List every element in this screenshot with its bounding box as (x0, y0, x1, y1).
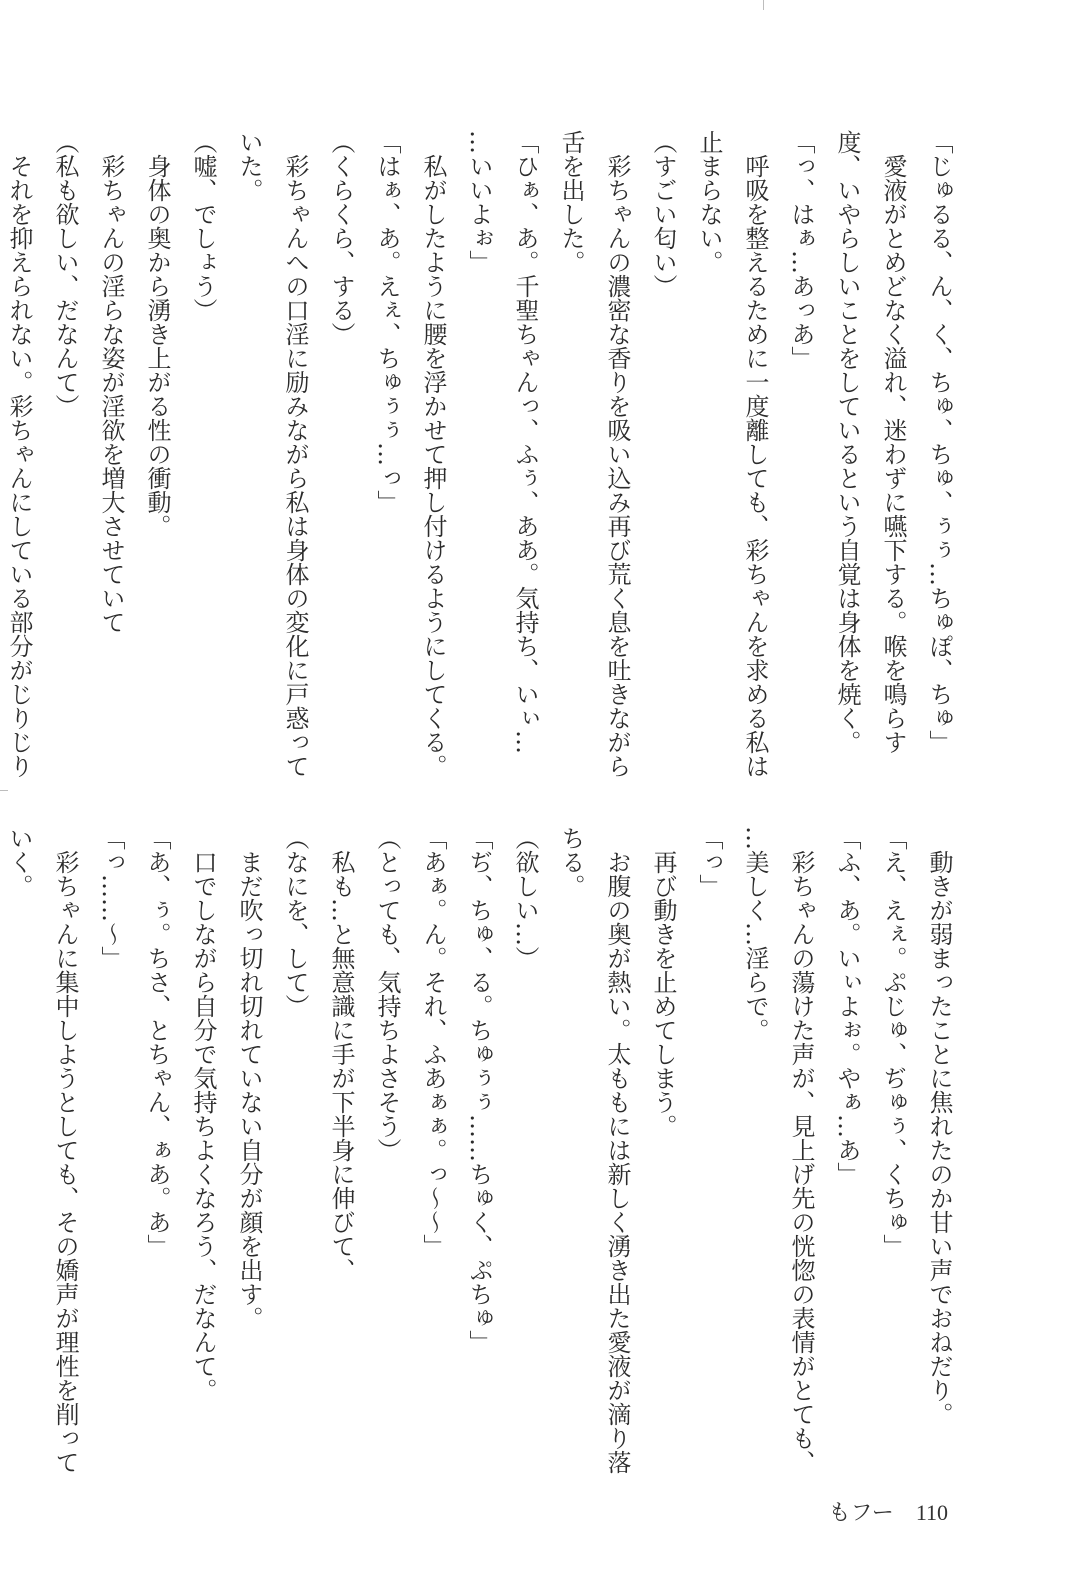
text-line: 舌を出した。 (557, 130, 585, 274)
text-line: 彩ちゃんの淫らな姿が淫欲を増大させていて (97, 130, 125, 634)
crop-mark-top (763, 0, 764, 10)
text-line: 度、いやらしいことをしているという自覚は身体を焼く。 (833, 130, 861, 754)
text-line: 口でしながら自分で気持ちよくなろう、だなんて。 (189, 826, 217, 1402)
text-line: 「はぁ、あ。えぇ、ちゅぅぅ…っ」 (373, 130, 401, 514)
text-line: 「っ……〜」 (97, 826, 125, 970)
text-line: （くらくら、する） (327, 130, 355, 346)
text-line: ちる。 (557, 826, 585, 898)
text-line: 彩ちゃんの蕩けた声が、見上げ先の恍惚の表情がとても、 (787, 826, 815, 1474)
crop-mark-left (0, 790, 8, 791)
text-line: 「じゅるる、ん、く、ちゅ、ちゅ、ぅぅ…ちゅぽ、ちゅ」 (925, 130, 953, 754)
text-line: いた。 (235, 130, 263, 202)
text-line: （とっても、気持ちよさそう） (373, 826, 401, 1162)
page-footer (828, 1496, 948, 1527)
text-line: 「あ、ぅ。ちさ、とちゃん、ぁあ。あ」 (143, 826, 171, 1258)
text-line: 彩ちゃんの濃密な香りを吸い込み再び荒く息を吐きながら (603, 130, 631, 778)
text-line: 彩ちゃんに集中しようとしても、その嬌声が理性を削って (51, 826, 79, 1474)
text-line: 動きが弱まったことに焦れたのか甘い声でおねだり。 (925, 826, 953, 1426)
text-line: 「っ」 (695, 826, 723, 898)
text-line: 「あぁ。ん。それ、ふあぁぁ。っ〜〜」 (419, 826, 447, 1258)
text-line: （欲しい…） (511, 826, 539, 970)
page-number: 110 (915, 1500, 948, 1525)
text-line: 「ふ、あ。いぃよぉ。やぁ…あ」 (833, 826, 861, 1186)
text-line: お腹の奥が熱い。太ももには新しく湧き出た愛液が滴り落 (603, 826, 631, 1474)
text-line: それを抑えられない。彩ちゃんにしている部分がじりじり (5, 130, 33, 778)
text-line: 呼吸を整えるために一度離しても、彩ちゃんを求める私は (741, 130, 769, 778)
text-line: 止まらない。 (695, 130, 723, 274)
text-line: （なにを、して） (281, 826, 309, 1018)
author-name: もフー (828, 1500, 894, 1525)
text-line: …いいよぉ」 (465, 130, 493, 274)
text-line: （すごい匂い） (649, 130, 677, 298)
text-line: 私も…と無意識に手が下半身に伸びて、 (327, 826, 355, 1282)
text-line: 「え、えぇ。ぷじゅ、ぢゅぅ、くちゅ」 (879, 826, 907, 1258)
text-line: 愛液がとめどなく溢れ、迷わずに嚥下する。喉を鳴らす (879, 130, 907, 754)
text-line: 彩ちゃんへの口淫に励みながら私は身体の変化に戸惑って (281, 130, 309, 778)
text-line: いく。 (5, 826, 33, 898)
text-line: 身体の奥から湧き上がる性の衝動。 (143, 130, 171, 538)
text-line: まだ吹っ切れ切れていない自分が顔を出す。 (235, 826, 263, 1330)
text-line: 「ひぁ、あ。千聖ちゃんっ、ふぅ、ああ。気持ち、いぃ… (511, 130, 539, 754)
text-block-top (0, 130, 962, 778)
text-line: 「っ、はぁ…あっあ」 (787, 130, 815, 370)
text-line: 「ぢ、ちゅ、る。ちゅぅぅ……ちゅく、ぷちゅ」 (465, 826, 493, 1354)
text-line: …美しく…淫らで。 (741, 826, 769, 1042)
text-line: 再び動きを止めてしまう。 (649, 826, 677, 1138)
text-line: 私がしたように腰を浮かせて押し付けるようにしてくる。 (419, 130, 447, 778)
text-block-bottom (0, 826, 962, 1474)
text-line: （嘘、でしょう） (189, 130, 217, 322)
text-line: （私も欲しい、だなんて） (51, 130, 79, 418)
